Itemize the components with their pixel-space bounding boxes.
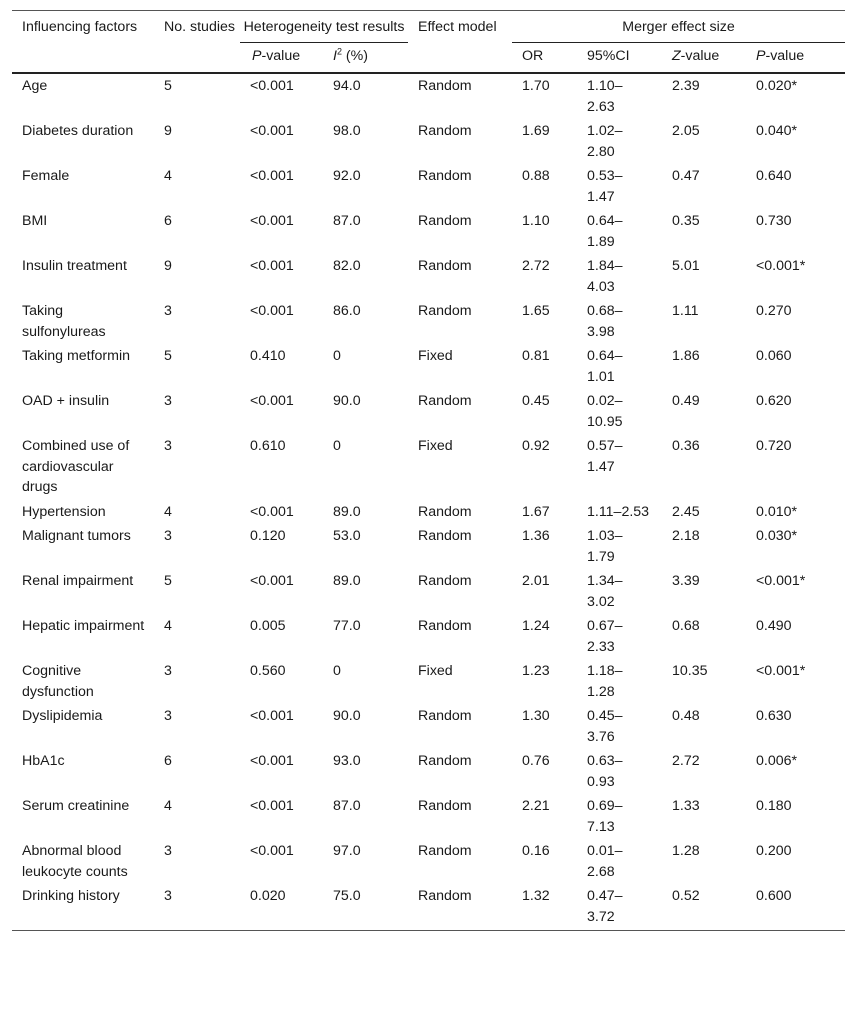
effect-model-cell: Random <box>418 168 472 184</box>
factor-cell: Abnormal blood leukocyte counts <box>22 843 128 880</box>
het-p-cell: 0.610 <box>250 438 286 454</box>
effect-model-cell: Random <box>418 753 472 769</box>
factor-cell: BMI <box>22 213 48 229</box>
effect-model-cell: Random <box>418 528 472 544</box>
table-row <box>12 614 845 659</box>
z-value-cell: 2.72 <box>672 753 700 769</box>
or-cell: 1.30 <box>522 708 550 724</box>
table-row <box>12 344 845 389</box>
effect-model-cell: Random <box>418 303 472 319</box>
or-cell: 1.32 <box>512 884 587 931</box>
p-value-cell: 0.010* <box>756 503 798 520</box>
z-value-cell: 0.68 <box>672 618 700 634</box>
effect-model-cell: Random <box>418 573 472 589</box>
p-value-cell: 0.270 <box>756 303 792 319</box>
z-value-cell: 2.39 <box>672 78 700 94</box>
or-cell: 1.70 <box>522 78 550 94</box>
studies-cell: 9 <box>164 258 172 274</box>
p-value-cell: 0.030* <box>756 528 798 544</box>
ci-cell: 1.84–4.03 <box>587 258 623 295</box>
het-p-cell: 0.005 <box>250 618 286 634</box>
factor-cell: Insulin treatment <box>22 258 127 274</box>
p-value-cell: 0.620 <box>756 393 792 409</box>
i2-cell: 0 <box>333 663 341 679</box>
header-95ci: 95%CI <box>587 42 672 73</box>
p-value-cell: 0.020* <box>756 78 798 94</box>
p-value-cell: 0.006* <box>756 753 798 769</box>
table-row <box>12 659 845 704</box>
table-header <box>12 11 845 74</box>
factor-cell: Female <box>22 168 70 184</box>
z-value-cell: 3.39 <box>672 573 700 589</box>
table-row <box>12 500 845 525</box>
het-p-cell: <0.001 <box>250 708 294 724</box>
ci-cell: 0.64–1.89 <box>587 213 623 250</box>
or-cell: 1.10 <box>522 213 550 229</box>
factor-cell: Serum creatinine <box>22 798 130 814</box>
table-row <box>12 254 845 299</box>
or-cell: 0.88 <box>522 168 550 184</box>
factor-cell: Hypertension <box>22 503 106 520</box>
factor-cell: Taking sulfonylureas <box>22 303 106 340</box>
table-container <box>12 10 845 931</box>
factor-cell: Hepatic impairment <box>22 618 145 634</box>
table-row <box>12 794 845 839</box>
i2-cell: 77.0 <box>333 618 361 634</box>
ci-cell: 0.45–3.76 <box>587 708 623 745</box>
factor-cell: Malignant tumors <box>22 528 131 544</box>
studies-cell: 4 <box>164 798 172 814</box>
het-p-cell: <0.001 <box>250 798 294 814</box>
studies-cell: 6 <box>164 753 172 769</box>
studies-cell: 3 <box>164 303 172 319</box>
header-p-value: P-value <box>240 42 333 73</box>
i2-cell: 90.0 <box>333 393 361 409</box>
p-value-cell: 0.200 <box>756 843 792 859</box>
factor-cell: Combined use of cardiovascular drugs <box>22 438 130 495</box>
or-cell: 0.45 <box>522 393 550 409</box>
z-value-cell: 10.35 <box>672 663 708 679</box>
studies-cell: 3 <box>164 843 172 859</box>
ci-cell: 0.68–3.98 <box>587 303 623 340</box>
header-influencing-factors: Influencing factors <box>12 11 164 74</box>
p-value-cell: 0.060 <box>756 348 792 364</box>
effect-model-cell: Random <box>418 258 472 274</box>
i2-cell: 87.0 <box>333 213 361 229</box>
studies-cell: 6 <box>164 213 172 229</box>
studies-cell: 3 <box>164 663 172 679</box>
i2-cell: 97.0 <box>333 843 361 859</box>
table-row <box>12 164 845 209</box>
effect-model-cell: Random <box>408 884 512 931</box>
factor-cell: Dyslipidemia <box>22 708 103 724</box>
z-value-cell: 2.05 <box>672 123 700 139</box>
p-value-cell: 0.720 <box>756 438 792 454</box>
i2-cell: 89.0 <box>333 503 361 520</box>
factor-cell: Drinking history <box>12 884 164 931</box>
effect-model-cell: Random <box>418 123 472 139</box>
or-cell: 0.16 <box>522 843 550 859</box>
het-p-cell: <0.001 <box>250 213 294 229</box>
table-row <box>12 73 845 119</box>
ci-cell: 1.10–2.63 <box>587 78 623 115</box>
z-value-cell: 0.47 <box>672 168 700 184</box>
ci-cell: 1.02–2.80 <box>587 123 623 160</box>
het-p-cell: <0.001 <box>250 843 294 859</box>
p-value-cell: 0.490 <box>756 618 792 634</box>
effect-model-cell: Fixed <box>418 438 453 454</box>
header-p-value-effect: P-value <box>756 42 845 73</box>
factor-cell: Renal impairment <box>22 573 134 589</box>
studies-cell: 3 <box>164 438 172 454</box>
het-p-cell: 0.120 <box>250 528 286 544</box>
het-p-cell: <0.001 <box>250 78 294 94</box>
ci-cell: 0.69–7.13 <box>587 798 623 835</box>
table-row <box>12 434 845 500</box>
studies-cell: 3 <box>164 393 172 409</box>
z-value-cell: 0.36 <box>672 438 700 454</box>
p-value-cell: 0.040* <box>756 123 798 139</box>
i2-cell: 87.0 <box>333 798 361 814</box>
z-value-cell: 1.11 <box>672 303 699 319</box>
p-value-cell: 0.640 <box>756 168 792 184</box>
studies-cell: 4 <box>164 618 172 634</box>
i2-cell: 86.0 <box>333 303 361 319</box>
p-value-cell: 0.600 <box>756 884 845 931</box>
table-body <box>12 73 845 931</box>
ci-cell: 1.34–3.02 <box>587 573 623 610</box>
p-value-cell: 0.730 <box>756 213 792 229</box>
het-p-cell: <0.001 <box>250 573 294 589</box>
table-row <box>12 884 845 931</box>
factor-cell: HbA1c <box>22 753 65 769</box>
studies-cell: 4 <box>164 168 172 184</box>
z-value-cell: 0.52 <box>672 884 756 931</box>
factor-cell: Diabetes duration <box>22 123 134 139</box>
effect-model-cell: Random <box>418 843 472 859</box>
table-row <box>12 704 845 749</box>
z-value-cell: 1.86 <box>672 348 700 364</box>
studies-cell: 3 <box>164 708 172 724</box>
or-cell: 1.67 <box>522 503 550 520</box>
effect-model-cell: Random <box>418 503 472 520</box>
ci-cell: 0.53–1.47 <box>587 168 623 205</box>
ci-cell: 1.18–1.28 <box>587 663 623 700</box>
studies-cell: 9 <box>164 123 172 139</box>
header-effect-model: Effect model <box>408 11 512 74</box>
table-row <box>12 839 845 884</box>
effect-model-cell: Random <box>418 618 472 634</box>
studies-cell: 3 <box>164 884 240 931</box>
het-p-cell: <0.001 <box>250 168 294 184</box>
p-value-cell: <0.001* <box>756 258 806 274</box>
or-cell: 1.24 <box>522 618 550 634</box>
ci-cell: 0.01–2.68 <box>587 843 623 880</box>
or-cell: 2.72 <box>522 258 550 274</box>
het-p-cell: <0.001 <box>250 303 294 319</box>
table-row <box>12 119 845 164</box>
het-p-cell: <0.001 <box>250 123 294 139</box>
het-p-cell: <0.001 <box>250 258 294 274</box>
factor-cell: Cognitive dysfunction <box>22 663 94 700</box>
het-p-cell: <0.001 <box>250 393 294 409</box>
effect-model-cell: Random <box>418 213 472 229</box>
studies-cell: 5 <box>164 78 172 94</box>
table-row <box>12 299 845 344</box>
or-cell: 1.36 <box>522 528 550 544</box>
z-value-cell: 0.48 <box>672 708 700 724</box>
het-p-cell: 0.560 <box>250 663 286 679</box>
header-no-studies: No. studies <box>164 11 240 74</box>
i2-cell: 94.0 <box>333 78 361 94</box>
header-merger-effect-size: Merger effect size <box>512 11 845 43</box>
table-row <box>12 569 845 614</box>
z-value-cell: 2.18 <box>672 528 700 544</box>
p-value-cell: <0.001* <box>756 573 806 589</box>
meta-analysis-table <box>12 10 845 931</box>
effect-model-cell: Random <box>418 393 472 409</box>
effect-model-cell: Random <box>418 708 472 724</box>
p-value-cell: <0.001* <box>756 663 806 679</box>
studies-cell: 5 <box>164 573 172 589</box>
ci-cell: 1.11–2.53 <box>587 503 650 520</box>
het-p-cell: <0.001 <box>250 503 294 520</box>
p-value-cell: 0.630 <box>756 708 792 724</box>
or-cell: 2.21 <box>522 798 550 814</box>
i2-cell: 0 <box>333 348 341 364</box>
i2-cell: 92.0 <box>333 168 361 184</box>
i2-cell: 0 <box>333 438 341 454</box>
header-i2: $I^2$ (%) <box>333 42 408 73</box>
factor-cell: OAD + insulin <box>22 393 110 409</box>
het-p-cell: <0.001 <box>250 753 294 769</box>
p-value-cell: 0.180 <box>756 798 792 814</box>
z-value-cell: 1.33 <box>672 798 700 814</box>
ci-cell: 0.02–10.95 <box>587 393 623 430</box>
ci-cell: 0.63–0.93 <box>587 753 623 790</box>
factor-cell: Age <box>22 78 48 94</box>
i2-cell: 90.0 <box>333 708 361 724</box>
effect-model-cell: Fixed <box>418 663 453 679</box>
studies-cell: 3 <box>164 528 172 544</box>
table-row <box>12 389 845 434</box>
i2-cell: 98.0 <box>333 123 361 139</box>
i2-cell: 89.0 <box>333 573 361 589</box>
or-cell: 0.76 <box>522 753 550 769</box>
factor-cell: Taking metformin <box>22 348 131 364</box>
studies-cell: 4 <box>164 503 172 520</box>
or-cell: 0.81 <box>522 348 550 364</box>
effect-model-cell: Random <box>418 798 472 814</box>
table-row <box>12 209 845 254</box>
ci-cell: 1.03–1.79 <box>587 528 623 565</box>
effect-model-cell: Random <box>418 78 472 94</box>
het-p-cell: 0.410 <box>250 348 286 364</box>
or-cell: 1.23 <box>522 663 550 679</box>
z-value-cell: 1.28 <box>672 843 700 859</box>
or-cell: 1.65 <box>522 303 550 319</box>
or-cell: 1.69 <box>522 123 550 139</box>
table-row <box>12 524 845 569</box>
het-p-cell: 0.020 <box>240 884 333 931</box>
z-value-cell: 0.49 <box>672 393 700 409</box>
studies-cell: 5 <box>164 348 172 364</box>
or-cell: 2.01 <box>522 573 550 589</box>
i2-cell: 82.0 <box>333 258 361 274</box>
effect-model-cell: Fixed <box>418 348 453 364</box>
i2-cell: 75.0 <box>333 884 408 931</box>
z-value-cell: 5.01 <box>672 258 700 274</box>
header-heterogeneity: Heterogeneity test results <box>240 11 408 43</box>
or-cell: 0.92 <box>522 438 550 454</box>
i2-cell: 53.0 <box>333 528 361 544</box>
ci-cell: 0.47–3.72 <box>587 884 672 931</box>
header-or: OR <box>512 42 587 73</box>
ci-cell: 0.64–1.01 <box>587 348 623 385</box>
z-value-cell: 0.35 <box>672 213 700 229</box>
ci-cell: 0.57–1.47 <box>587 438 623 475</box>
i2-cell: 93.0 <box>333 753 361 769</box>
z-value-cell: 2.45 <box>672 503 700 520</box>
header-z-value: Z-value <box>672 42 756 73</box>
ci-cell: 0.67–2.33 <box>587 618 623 655</box>
table-row <box>12 749 845 794</box>
